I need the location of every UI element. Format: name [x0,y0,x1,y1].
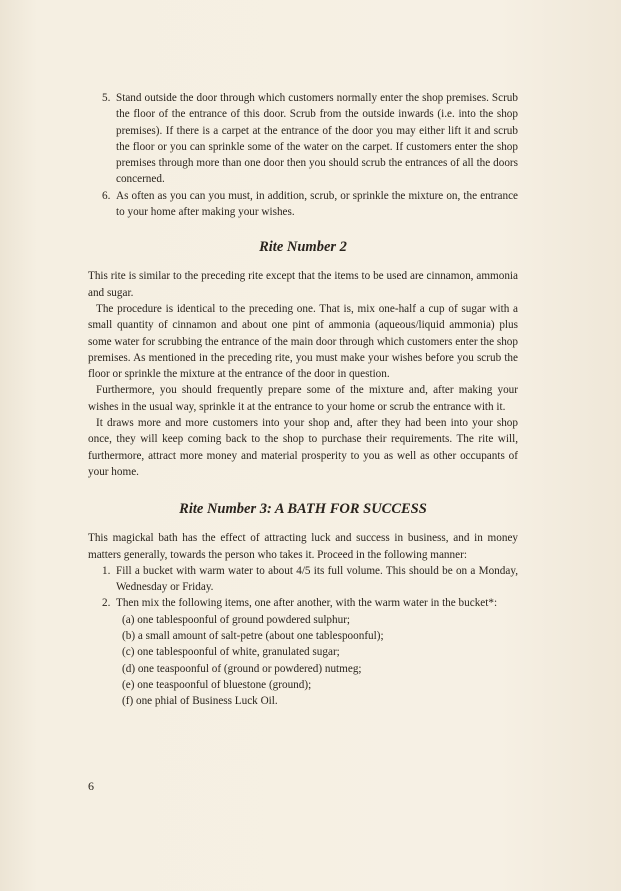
paragraph: The procedure is identical to the preceding one. That is, mix one-half a cup of sugar with a small quantity of cinnamon and about one pint of ammonia (aqueous/liquid ammonia) plus some water for scrubbing the entrance of the main door through which customers enter the shop premises. As mentioned in the preceding rite, you must make your wishes before you scrub the floor or sprinkle the mixture at the entrance of the door in question. [88,302,518,381]
paragraph: This magickal bath has the effect of attracting luck and success in business, and in money matters generally, towards the person who takes it. Proceed in the following manner: [88,532,518,561]
page-number: 6 [88,779,94,793]
rite-2-heading: Rite Number 2 [259,239,347,256]
list-item-1 [102,563,518,596]
list-text: Stand outside the door through which customers normally enter the shop premises. Scrub the floor of the entrance of this door. Scrub from the outside inwards (i.e. into the shop premises). If there is a carpet at the entrance of the door you may either lift it and scrub the floor or you can sprinkle some of the water on the carpet. If customers enter the shop premises through more than one door then you should scrub the entrances of all the doors concerned. [116,92,518,186]
page-content [88,90,518,710]
paragraph: Furthermore, you should frequently prepare some of the mixture and, after making your wishes in the usual way, sprinkle it at the entrance to your home or scrub the entrance with it. [88,384,518,413]
sub-item-b: (b) a small amount of salt-petre (about one tablespoonful); [122,630,384,643]
list-number: 6. [102,189,111,202]
rite-3-heading: Rite Number 3: A BATH FOR SUCCESS [179,501,427,518]
list-item-5 [102,90,518,188]
list-text: Fill a bucket with warm water to about 4/5 its full volume. This should be on a Monday, Wednesday or Friday. [116,564,518,594]
list-item-2 [102,595,518,611]
sub-item-c: (c) one tablespoonful of white, granulated sugar; [122,646,340,659]
list-number: 5. [102,92,111,104]
sub-item-d: (d) one teaspoonful of (ground or powdered) nutmeg; [122,662,362,675]
list-text: Then mix the following items, one after another, with the warm water in the bucket*: [116,597,498,610]
sub-item-e: (e) one teaspoonful of bluestone (ground); [122,678,312,691]
list-text: As often as you can you must, in addition, scrub, or sprinkle the mixture on, the entrance to your home after making your wishes. [116,189,518,219]
list-item-6 [102,188,518,221]
sub-item-f: (f) one phial of Business Luck Oil. [122,695,278,708]
paragraph: It draws more and more customers into your shop and, after they had been into your shop once, they will keep coming back to the shop to purchase their requirements. The rite will, furthermore, attract more money and material prosperity to you as well as other occupants of your home. [88,417,518,478]
paragraph: This rite is similar to the preceding rite except that the items to be used are cinnamon, ammonia and sugar. [88,270,518,299]
sub-item-a: (a) one tablespoonful of ground powdered sulphur; [122,613,351,626]
list-number: 2. [102,597,111,610]
list-number: 1. [102,564,111,577]
